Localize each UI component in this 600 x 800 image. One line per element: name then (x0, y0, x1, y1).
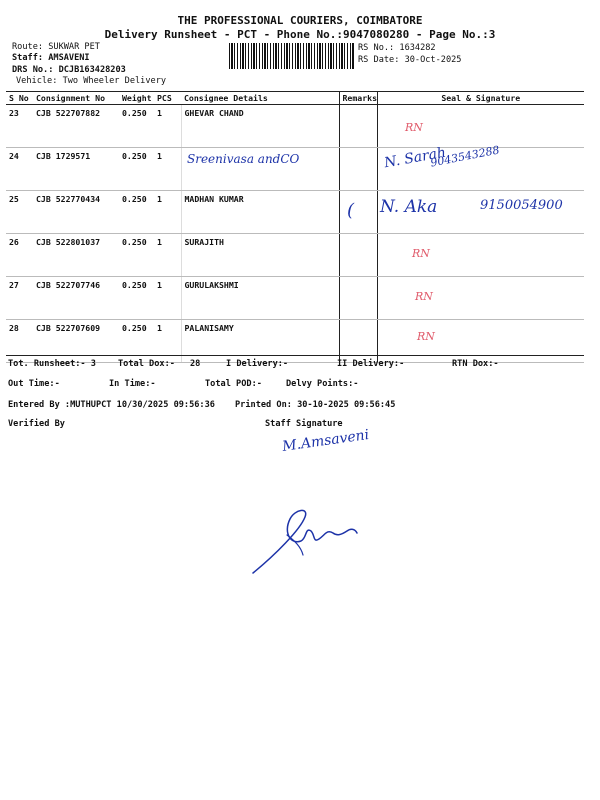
drs-number: DRS No.: DCJB163428203 (12, 65, 126, 75)
cell-pcs: 1 (154, 148, 181, 191)
cell-consignment: CJB 522707609 (33, 320, 119, 363)
cell-pcs: 1 (154, 105, 181, 148)
vehicle-label: Vehicle: Two Wheeler Delivery (16, 76, 167, 86)
cell-weight: 0.250 (119, 191, 154, 234)
header-consignment: Consignment No (33, 92, 119, 105)
cell-remarks (339, 105, 377, 148)
printed-on: Printed On: 30-10-2025 09:56:45 (235, 400, 396, 410)
table-row (6, 105, 584, 148)
cell-remarks (339, 148, 377, 191)
delvy-points: Delvy Points:- (286, 379, 359, 389)
rtn-dox: RTN Dox:- (452, 359, 499, 369)
total-pod: Total POD:- (205, 379, 262, 389)
total-dox-value: 28 (190, 359, 201, 369)
handwritten-signature-name: N. Sarah (383, 144, 448, 172)
rn-stamp: RN (412, 247, 430, 260)
cell-remarks (339, 320, 377, 363)
header-weight: Weight (119, 92, 154, 105)
rn-stamp: RN (415, 290, 433, 303)
verified-by: Verified By (8, 419, 65, 429)
cell-sno: 26 (6, 234, 33, 277)
cell-sno: 24 (6, 148, 33, 191)
cell-sno: 27 (6, 277, 33, 320)
header-sno: S No (6, 92, 33, 105)
cell-remarks (339, 191, 377, 234)
rn-stamp: RN (417, 330, 435, 343)
i-delivery: I Delivery:- (226, 359, 289, 369)
runsheet-table (6, 91, 584, 363)
handwritten-phone: 9043543288 (429, 143, 501, 170)
totals-divider (6, 355, 584, 356)
cell-weight: 0.250 (119, 148, 154, 191)
cell-remarks (339, 277, 377, 320)
cell-pcs: 1 (154, 320, 181, 363)
tot-runsheet: Tot. Runsheet:- 3 (8, 359, 96, 369)
staff-label: Staff: AMSAVENI (12, 53, 90, 63)
header-pcs: PCS (154, 92, 181, 105)
table-row (6, 234, 584, 277)
barcode (229, 43, 355, 69)
rs-number: RS No.: 1634282 (358, 43, 436, 53)
in-time: In Time:- (109, 379, 156, 389)
header-seal: Seal & Signature (377, 92, 584, 105)
cell-pcs: 1 (154, 277, 181, 320)
company-title: THE PROFESSIONAL COURIERS, COIMBATORE (177, 14, 423, 27)
cell-sno: 28 (6, 320, 33, 363)
cell-consignee: MADHAN KUMAR (181, 191, 339, 234)
cell-weight: 0.250 (119, 234, 154, 277)
cell-consignment: CJB 522801037 (33, 234, 119, 277)
handwritten-signature-name: N. Aka (380, 197, 438, 217)
cell-remarks (339, 234, 377, 277)
cell-consignment: CJB 522707746 (33, 277, 119, 320)
cell-seal (377, 234, 584, 277)
route-label: Route: SUKWAR PET (12, 42, 100, 52)
header-remarks: Remarks (339, 92, 377, 105)
rn-stamp: RN (405, 121, 423, 134)
rs-date: RS Date: 30-Oct-2025 (358, 55, 462, 65)
cell-sno: 25 (6, 191, 33, 234)
table-row (6, 320, 584, 363)
cell-consignee: SURAJITH (181, 234, 339, 277)
cell-consignment: CJB 522707882 (33, 105, 119, 148)
cell-consignee: GHEVAR CHAND (181, 105, 339, 148)
handwritten-consignee: Sreenivasa andCO (187, 152, 300, 166)
ii-delivery: II Delivery:- (337, 359, 405, 369)
cell-consignee: PALANISAMY (181, 320, 339, 363)
total-dox-label: Total Dox:- (118, 359, 175, 369)
staff-signature-label: Staff Signature (265, 419, 343, 429)
handwritten-phone: 9150054900 (480, 198, 563, 213)
table-row (6, 277, 584, 320)
runsheet-subtitle: Delivery Runsheet - PCT - Phone No.:9047080280 - Page No.:3 (104, 28, 496, 41)
cell-sno: 23 (6, 105, 33, 148)
cell-weight: 0.250 (119, 105, 154, 148)
handwritten-mark: ( (347, 200, 355, 221)
cell-consignment: CJB 1729571 (33, 148, 119, 191)
cell-weight: 0.250 (119, 277, 154, 320)
cell-seal (377, 277, 584, 320)
signature-scribble (245, 505, 365, 585)
entered-by: Entered By :MUTHUPCT 10/30/2025 09:56:36 (8, 400, 215, 410)
cell-consignment: CJB 522770434 (33, 191, 119, 234)
cell-consignee: GURULAKSHMI (181, 277, 339, 320)
cell-seal (377, 320, 584, 363)
cell-weight: 0.250 (119, 320, 154, 363)
table-header-row (6, 92, 584, 105)
staff-signature: M.Amsaveni (281, 426, 371, 456)
header-consignee: Consignee Details (181, 92, 339, 105)
cell-pcs: 1 (154, 191, 181, 234)
out-time: Out Time:- (8, 379, 60, 389)
cell-pcs: 1 (154, 234, 181, 277)
